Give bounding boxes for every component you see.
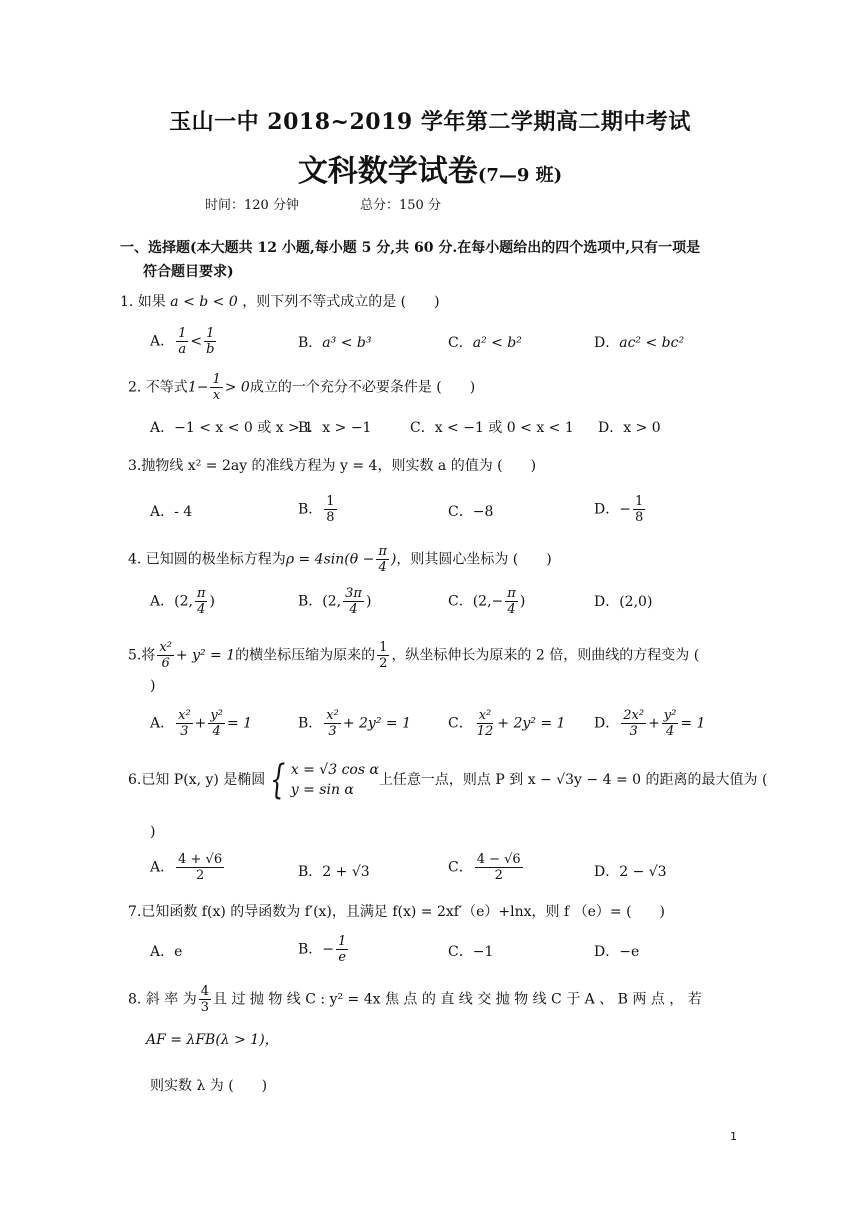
- q7-option-a: A．e: [150, 944, 183, 960]
- question-3: 3.抛物线 x² = 2ay 的准线方程为 y = 4，则实数 a 的值为 ( ): [128, 458, 537, 474]
- q1-option-d: D．ac² < bc²: [594, 335, 685, 351]
- q5-option-c: C． $\frac{\text{x²}}{12}$ + 2y² = 1: [448, 708, 566, 739]
- q7-option-c: C．−1: [448, 944, 494, 960]
- q5-option-d: D． $\frac{\text{2x²}}{3}$ + $\frac{\text{y²}}{4}$ = 1: [594, 708, 706, 739]
- question-8: 8. 斜 率 为 $\frac{4}{3}$ 且 过 抛 物 线 C : y² = 4x 焦 点 的 直 线 交 抛 物 线 C 于 A 、 B 两 点 ， 若: [128, 984, 702, 1015]
- q6-option-c: C． $\frac{4 - √6}{2}$: [448, 852, 521, 883]
- q6-option-b: B．2 + √3: [298, 864, 370, 880]
- q3-option-d: D．− $\frac{1}{8}$: [594, 494, 644, 525]
- question-1: 1. 如果 a < b < 0 ，则下列不等式成立的是 ( ): [120, 294, 440, 310]
- subtitle-main: 文科数学试卷: [297, 154, 478, 189]
- question-7: 7.已知函数 f(x) 的导函数为 f′(x)，且满足 f(x) = 2xf′（e）+lnx，则 f （e）= ( ): [128, 904, 666, 920]
- question-5: 5.将 $\frac{\text{x²}}{6}$ + y² = 1的横坐标压缩为原来的 $\frac{1}{2}$ ，纵坐标伸长为原来的 2 倍，则曲线的方程变为 (: [128, 640, 700, 671]
- question-6: 6.已知 P(x, y) 是椭圆 { x = √3 cos α y = sin α 上任意一点，则点 P 到 x − √3y − 4 = 0 的距离的最大值为 (: [128, 757, 768, 803]
- q4-option-d: D．(2,0): [594, 594, 653, 610]
- question-5-cont: ): [150, 678, 156, 694]
- question-2: 2. 不等式1− $\frac{1}{x}$ > 0成立的一个充分不必要条件是 ( ): [128, 372, 476, 403]
- q1-option-a: A． $\frac{1}{a}$ < $\frac{1}{b}$: [150, 326, 215, 357]
- question-8-cont: 则实数 λ 为 ( ): [150, 1078, 268, 1094]
- q1-option-c: C．a² < b²: [448, 335, 522, 351]
- exam-time: 时间：120 分钟: [205, 198, 299, 213]
- q2-option-d: D．x > 0: [598, 420, 661, 436]
- q6-option-a: A． $\frac{4 + √6}{2}$: [150, 852, 223, 883]
- q4-option-c: C．(2,− $\frac{\pi}{4}$ ): [448, 586, 526, 617]
- section-heading: 一、选择题(本大题共 12 小题,每小题 5 分,共 60 分.在每小题给出的四个选项中,只有一项是: [120, 240, 701, 256]
- q1-option-b: B．a³ < b³: [298, 335, 372, 351]
- page-number: 1: [730, 1130, 737, 1143]
- q2-option-a: A．−1 < x < 0 或 x > 1: [150, 420, 314, 436]
- q4-option-a: A．(2, $\frac{\pi}{4}$ ): [150, 586, 215, 617]
- question-6-cont: ): [150, 824, 156, 840]
- exam-score: 总分：150 分: [360, 198, 441, 213]
- q3-option-a: A．- 4: [150, 504, 193, 520]
- question-8-vector-condition: AF = λFB(λ > 1)，: [146, 1032, 279, 1048]
- q4-option-b: B．(2, $\frac{3\pi}{4}$ ): [298, 586, 372, 617]
- q3-option-c: C．−8: [448, 504, 494, 520]
- q7-option-d: D．−e: [594, 944, 640, 960]
- q3-option-b: B． $\frac{1}{8}$: [298, 494, 335, 525]
- q7-option-b: B．− $\frac{1}{e}$: [298, 934, 347, 965]
- q2-option-c: C．x < −1 或 0 < x < 1: [410, 420, 574, 436]
- q6-option-d: D．2 − √3: [594, 864, 667, 880]
- section-heading-cont: 符合题目要求): [143, 264, 234, 280]
- q5-option-b: B． $\frac{\text{x²}}{3}$ + 2y² = 1: [298, 708, 411, 739]
- exam-subtitle: [0, 146, 860, 190]
- q2-option-b: B．x > −1: [298, 420, 372, 436]
- q5-option-a: A． $\frac{\text{x²}}{3}$ + $\frac{\text{y²}}{4}$ = 1: [150, 708, 253, 739]
- question-4: 4. 已知圆的极坐标方程为ρ = 4sin(θ − $\frac{\pi}{4}$ )，则其圆心坐标为 ( ): [128, 544, 552, 575]
- exam-title: 玉山一中 2018~2019 学年第二学期高二期中考试: [169, 109, 691, 135]
- subtitle-class: (7—9 班): [477, 165, 563, 186]
